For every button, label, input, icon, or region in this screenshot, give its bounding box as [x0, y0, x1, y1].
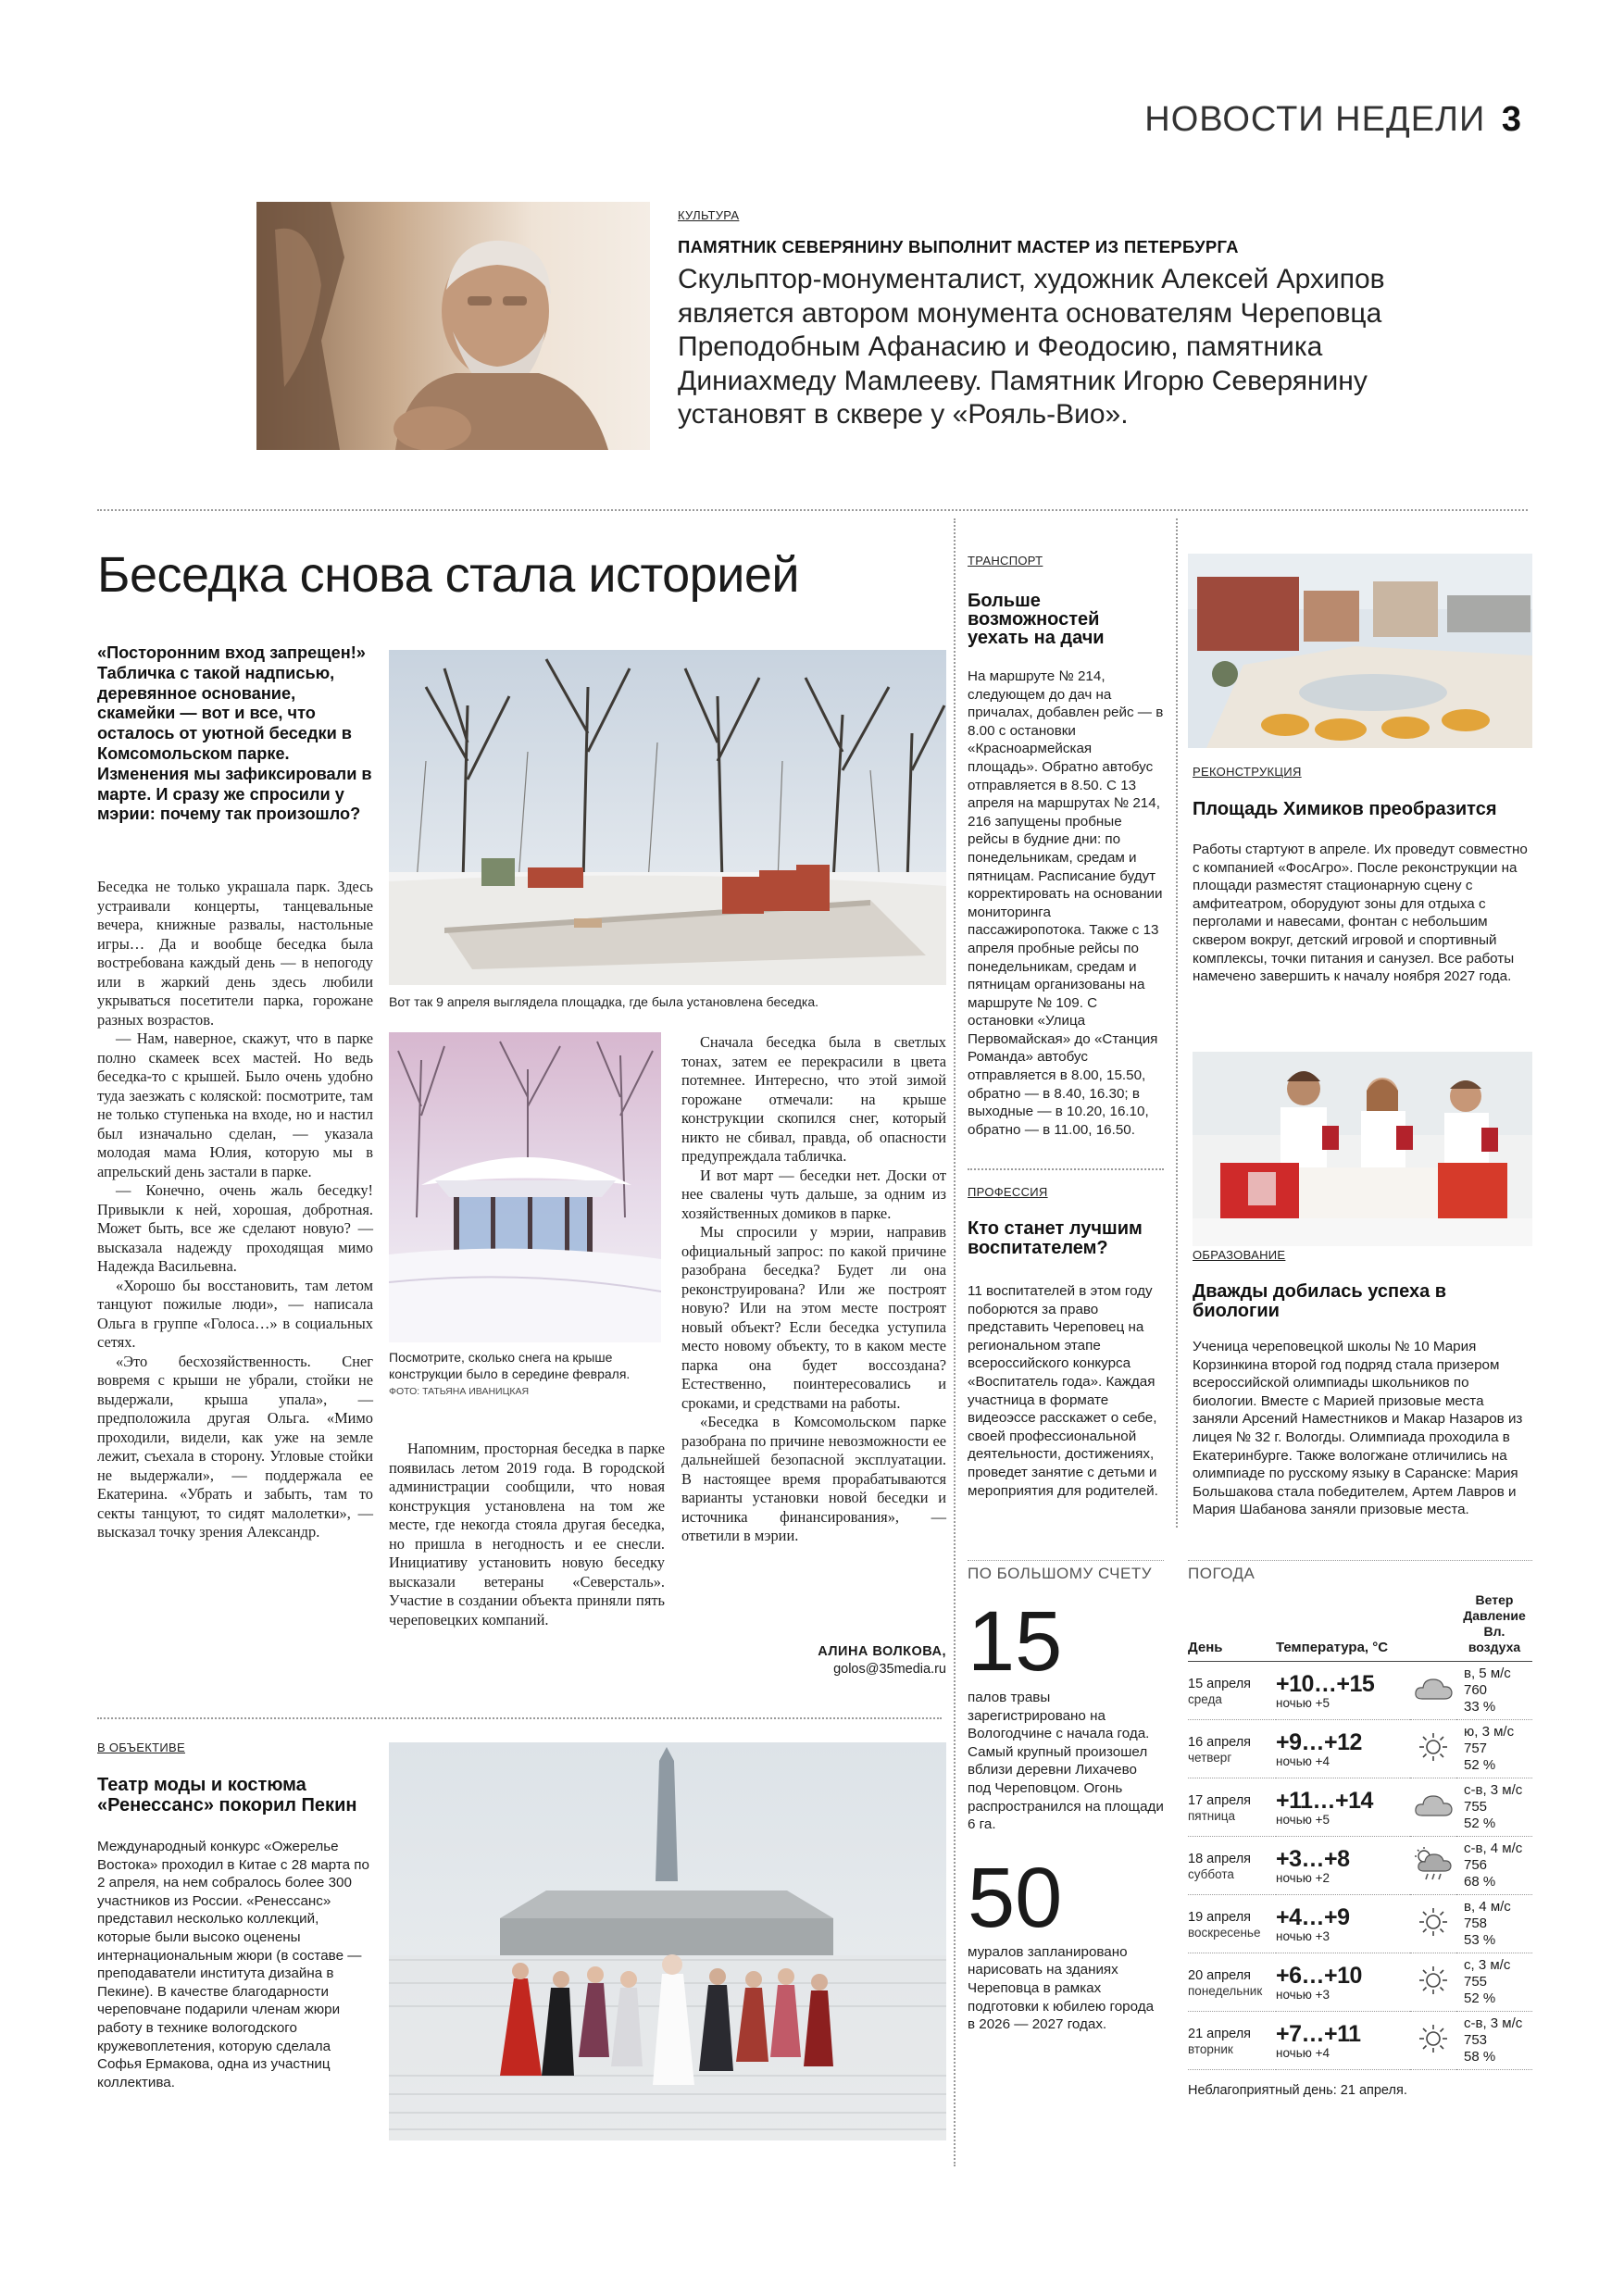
big-count-block: [968, 1560, 1164, 2034]
weather-wind: с-в, 3 м/с: [1464, 1782, 1523, 1798]
paragraph: — Конечно, очень жаль беседку! Привыкли к ней, хорошая, добротная. Может быть, все же сделают новую? — высказала надежду проходящая мимо Надежда Васильевна.: [97, 1181, 373, 1275]
weather-temp: +9…+12: [1276, 1728, 1362, 1755]
paragraph: «Хорошо бы восстановить, там летом танцуют пожилые люди», — написала Ольга в группе «Голоса…» в социальных сетях.: [97, 1276, 373, 1351]
transport-rubric: ТРАНСПОРТ: [968, 554, 1043, 568]
weather-wind: в, 4 м/с: [1464, 1899, 1511, 1915]
weather-temp: +10…+15: [1276, 1670, 1375, 1697]
sculptor-photo: [256, 202, 650, 450]
culture-line: установят в сквере у «Рояль-Вио».: [678, 399, 1129, 430]
weather-rubric: ПОГОДА: [1188, 1560, 1532, 1583]
sun-icon: [1410, 1720, 1456, 1778]
weather-temp: +11…+14: [1276, 1787, 1373, 1814]
weather-date: 17 апреля: [1188, 1792, 1252, 1808]
count-rubric: ПО БОЛЬШОМУ СЧЕТУ: [968, 1560, 1164, 1583]
lens-brief: [97, 1741, 373, 2091]
main-col1: [97, 878, 373, 1542]
weather-block: [1188, 1560, 1532, 2098]
weather-date: 19 апреля: [1188, 1909, 1252, 1925]
weather-wind: с, 3 м/с: [1464, 1957, 1511, 1973]
photo2-caption: Посмотрите, сколько снега на крыше конструкции было в середине февраля.: [389, 1350, 631, 1381]
sun-icon: [1410, 1895, 1456, 1953]
weather-wind-cell: [1456, 1895, 1532, 1953]
weather-temp-cell: [1276, 1662, 1410, 1720]
education-text: Ученица череповецкой школы № 10 Мария Корзинкина второй год подряд стала призером всероссийской олимпиады школьников по биологии. Вместе с Марией призовые места заняли Арсений Наместников и Макар Назаров из лицея № 32 г. Вологды. Олимпиада проходила в Екатеринбурге. Также вологжане отличились на олимпиаде по русскому языку в Саранске: Мария Большакова стала победителем, Артем Лавров и Мария Шабанова заняли призовые места.: [1193, 1339, 1523, 1518]
cloud-icon: [1410, 1778, 1456, 1837]
lens-text: Международный конкурс «Ожерелье Востока» проходил в Китае с 28 марта по 2 апреля, на нем собралось более 300 участников из России. «Ренессанс» представил несколько коллекций, которые были высоко оценены интернациональным жюри (в составе — преподаватели института дизайна в Пекине). В качестве благодарности череповчане подарили членам жюри работу в технике вологодского кружевоплетения, которую сделала Софья Ермакова, одна из участниц коллектива.: [97, 1839, 369, 2090]
weather-humidity: 33 %: [1464, 1699, 1496, 1715]
weather-note: Неблагоприятный день: 21 апреля.: [1188, 2083, 1407, 2098]
paragraph: Беседка не только украшала парк. Здесь устраивали концерты, танцевальные вечера, книжные развалы, настольные игры… Да и вообще беседка была востребована каждый день — в непогоду или в жаркий день здесь любили укрываться посетители парка, горожане разных возрастов.: [97, 878, 373, 1029]
weather-row: [1188, 1895, 1532, 1953]
transport-text: На маршруте № 214, следующем до дач на причалах, добавлен рейс — в 8.00 с остановки «Красноармейская площадь». Обратно автобус отправляется в 8.50. С 13 апреля на маршрутах № 214, 216 запущены пробные рейсы в будние дни: по понедельникам, средам и пятницам. Расписание будут корректировать на основании мониторинга пассажиропотока. Также с 13 апреля пробные рейсы по понедельникам, средам и пятницам организованы на маршруте № 109. С остановки «Улица Первомайская» до «Станция Романда» автобус отправляется в 8.00, 15.50, обратно — в 8.40, 16.30; в выходные — в 10.20, 16.10, обратно — в 11.00, 16.50.: [968, 668, 1164, 1138]
profession-rubric: ПРОФЕССИЯ: [968, 1185, 1048, 1199]
weather-night-temp: ночью +2: [1276, 1870, 1330, 1885]
weather-weekday: понедельник: [1188, 1983, 1263, 1998]
weather-pressure: 755: [1464, 1974, 1488, 1990]
weather-temp-cell: [1276, 1895, 1410, 1953]
weather-temp: +6…+10: [1276, 1962, 1362, 1989]
weather-row: [1188, 1778, 1532, 1837]
weather-wind-cell: [1456, 1778, 1532, 1837]
profession-text: 11 воспитателей в этом году поборются за право представить Череповец на региональном этапе всероссийского конкурса «Воспитатель года». Каждая участница в формате видеоэссе расскажет о себе, своей профессиональной деятельности, достижениях, проведет занятие с детьми и мероприятия для родителей.: [968, 1283, 1158, 1499]
cloud-sun-rain-icon: [1410, 1837, 1456, 1895]
column-divider: [1176, 518, 1178, 1528]
divider: [97, 1717, 942, 1719]
weather-pressure: 757: [1464, 1741, 1488, 1756]
weather-humidity: 58 %: [1464, 2049, 1496, 2065]
main-byline: [681, 1643, 946, 1678]
education-rubric: ОБРАЗОВАНИЕ: [1193, 1248, 1286, 1262]
main-col2: [389, 1440, 665, 1629]
weather-day-cell: [1188, 1953, 1276, 2012]
weather-temp: +3…+8: [1276, 1845, 1350, 1872]
weather-wind: с-в, 3 м/с: [1464, 2015, 1523, 2031]
weather-day-cell: [1188, 1895, 1276, 1953]
weather-day-cell: [1188, 1837, 1276, 1895]
paragraph: И вот март — беседки нет. Доски от нее свалены чуть дальше, за одним из хозяйственных домиков в парке.: [681, 1166, 946, 1222]
weather-humidity: 68 %: [1464, 1874, 1496, 1890]
sun-icon: [1410, 1953, 1456, 2012]
weather-night-temp: ночью +5: [1276, 1695, 1330, 1710]
author-email[interactable]: golos@35media.ru: [833, 1662, 946, 1677]
paragraph: «Беседка в Комсомольском парке разобрана по причине невозможности ее дальнейшей безопасной эксплуатации. В настоящее время прорабатываются варианты установки новой беседки и источника финансирования», — ответили в мэрии.: [681, 1413, 946, 1544]
weather-temp-cell: [1276, 1837, 1410, 1895]
profession-title: Кто станет лучшим воспитателем?: [968, 1218, 1143, 1258]
reconstruction-text: Работы стартуют в апреле. Их проведут совместно с компанией «ФосАгро». После реконструкции на площади разместят стационарную сцену с амфитеатром, оборудуют зоны для отдыха с перголами и навесами, фонтан с небольшим сквером вокруг, детский игровой и спортивный комплексы, точки питания и санузел. Все работы намечено завершить к началу ноября 2027 года.: [1193, 842, 1528, 985]
weather-wind-cell: [1456, 1837, 1532, 1895]
page-header: [1144, 100, 1522, 140]
students-photo: [1193, 1052, 1532, 1246]
section-title: НОВОСТИ НЕДЕЛИ: [1144, 100, 1486, 139]
culture-text: [678, 263, 1548, 432]
weather-pressure: 760: [1464, 1682, 1488, 1698]
weather-date: 21 апреля: [1188, 2026, 1252, 2041]
paragraph: Сначала беседка была в светлых тонах, затем ее перекрасили в цвета потемнее. Интересно, что этой зимой горожане отмечали: на крыше конструкции скопился снег, который никто не сбивал, правда, об опасности предупреждала табличка.: [681, 1033, 946, 1165]
weather-night-temp: ночью +4: [1276, 1753, 1330, 1768]
weather-temp: +4…+9: [1276, 1903, 1350, 1930]
weather-row: [1188, 1662, 1532, 1720]
divider: [97, 509, 1528, 511]
cloud-icon: [1410, 1662, 1456, 1720]
education-brief: [1193, 1248, 1530, 1519]
count-number-2: 50: [968, 1850, 1063, 1945]
education-title: Дважды добилась успеха в биологии: [1193, 1281, 1447, 1321]
weather-pressure: 756: [1464, 1857, 1488, 1873]
square-render-photo: [1188, 554, 1532, 748]
author-name: АЛИНА ВОЛКОВА,: [818, 1644, 946, 1659]
weather-night-temp: ночью +5: [1276, 1812, 1330, 1827]
weather-date: 18 апреля: [1188, 1851, 1252, 1866]
weather-wind-cell: [1456, 1662, 1532, 1720]
lens-title: Театр моды и костюма «Ренессанс» покорил Пекин: [97, 1775, 357, 1816]
lens-rubric: В ОБЪЕКТИВЕ: [97, 1741, 185, 1754]
weather-pressure: 753: [1464, 2032, 1488, 2048]
weather-weekday: суббота: [1188, 1866, 1234, 1881]
culture-rubric: КУЛЬТУРА: [678, 208, 740, 222]
weather-temp-cell: [1276, 1953, 1410, 2012]
weather-row: [1188, 1720, 1532, 1778]
count-text-1: палов травы зарегистрировано на Вологодчине с начала года. Самый крупный произошел вблизи деревни Лихачево под Череповцом. Огонь распространился на площади 6 га.: [968, 1690, 1164, 1833]
profession-brief: [968, 1185, 1164, 1500]
fashion-theatre-photo: [389, 1742, 946, 2140]
main-lead: «Посторонним вход запрещен!» Табличка с такой надписью, деревянное основание, скамейки — вот и все, что осталось от уютной беседки в Комсомольском парке. Изменения мы зафиксировали в марте. И сразу же спросили у мэрии: почему так произошло?: [97, 643, 372, 824]
culture-article: [678, 208, 1548, 432]
weather-wind: с-в, 4 м/с: [1464, 1841, 1523, 1856]
weather-humidity: 52 %: [1464, 1990, 1496, 2006]
photo1-caption: Вот так 9 апреля выглядела площадка, где была установлена беседка.: [389, 994, 819, 1009]
weather-wind-cell: [1456, 2012, 1532, 2070]
gazebo-snow-photo: [389, 1032, 661, 1342]
column-divider: [954, 518, 956, 2166]
weather-day-cell: [1188, 1778, 1276, 1837]
weather-humidity: 52 %: [1464, 1816, 1496, 1831]
culture-line: Скульптор-монументалист, художник Алексей Архипов: [678, 264, 1385, 294]
page-number: 3: [1501, 100, 1522, 139]
culture-line: Диниахмеду Мамлееву. Памятник Игорю Северянину: [678, 365, 1368, 396]
reconstruction-brief: [1193, 765, 1530, 986]
weather-wind-cell: [1456, 1720, 1532, 1778]
reconstruction-title: Площадь Химиков преобразится: [1193, 799, 1497, 819]
paragraph: «Это бесхозяйственность. Снег вовремя с крыши не убрали, стойки не выдержали, крыша упала», — предположила другая Ольга. «Мимо проходили, видели, как уже на земле лежит, съехала в сторону. Угловые стойки не выдержали», — поддержала ее Екатерина. «Убрать и забыть, там то секты танцуют, то сидят малолетки», — высказал точку зрения Александр.: [97, 1352, 373, 1541]
weather-col-day: День: [1188, 1592, 1276, 1662]
weather-night-temp: ночью +4: [1276, 2045, 1330, 2060]
weather-day-cell: [1188, 2012, 1276, 2070]
weather-row: [1188, 1953, 1532, 2012]
weather-date: 20 апреля: [1188, 1967, 1252, 1983]
weather-humidity: 53 %: [1464, 1932, 1496, 1948]
paragraph: — Нам, наверное, скажут, что в парке полно скамеек всех мастей. Но ведь беседка-то с крышей. Было очень удобно туда заезжать с коляской: посмотрите, там не только ступенька на входе, но и настил был изначально сделан, — указала молодая мама Юлия, которую мы в апрельский день застали в парке.: [97, 1029, 373, 1180]
weather-weekday: воскресенье: [1188, 1925, 1261, 1940]
weather-day-cell: [1188, 1662, 1276, 1720]
culture-line: Преподобным Афанасию и Феодосию, памятника: [678, 331, 1323, 362]
weather-col-wind: Ветер Давление Вл. воздуха: [1456, 1592, 1532, 1662]
divider: [968, 1168, 1164, 1170]
weather-weekday: пятница: [1188, 1808, 1236, 1823]
weather-temp-cell: [1276, 1720, 1410, 1778]
weather-col-temp: Температура, °С: [1276, 1592, 1410, 1662]
weather-pressure: 755: [1464, 1799, 1488, 1815]
transport-brief: [968, 554, 1164, 1139]
weather-date: 16 апреля: [1188, 1734, 1252, 1750]
weather-wind: в, 5 м/с: [1464, 1666, 1511, 1681]
weather-temp-cell: [1276, 2012, 1410, 2070]
weather-temp: +7…+11: [1276, 2020, 1361, 2047]
reconstruction-rubric: РЕКОНСТРУКЦИЯ: [1193, 765, 1302, 779]
weather-wind-cell: [1456, 1953, 1532, 2012]
culture-line: является автором монумента основателям Череповца: [678, 297, 1382, 329]
park-platform-photo: [389, 650, 946, 985]
weather-date: 15 апреля: [1188, 1676, 1252, 1691]
weather-row: [1188, 2012, 1532, 2070]
weather-weekday: вторник: [1188, 2041, 1233, 2056]
weather-wind: ю, 3 м/с: [1464, 1724, 1515, 1740]
weather-pressure: 758: [1464, 1915, 1488, 1931]
paragraph: Мы спросили у мэрии, направив официальный запрос: по какой причине разобрана беседка? Будет ли она реконструирована? Или же построят новую? Или на этом месте построят новый объект? Если беседка уступила место новому объекту, то в каком месте парка она будет воссоздана? Естественно, поинтересовались и сроками, и средствами на работы.: [681, 1223, 946, 1412]
main-headline: Беседка снова стала историей: [97, 547, 800, 603]
weather-row: [1188, 1837, 1532, 1895]
weather-humidity: 52 %: [1464, 1757, 1496, 1773]
weather-night-temp: ночью +3: [1276, 1928, 1330, 1943]
weather-weekday: четверг: [1188, 1750, 1232, 1765]
count-text-2: муралов запланировано нарисовать на зданиях Череповца в рамках подготовки к юбилею города в 2026 — 2027 годах.: [968, 1943, 1155, 2033]
weather-rows: [1188, 1662, 1532, 2070]
transport-title: Больше возможностей уехать на дачи: [968, 591, 1105, 648]
weather-weekday: среда: [1188, 1691, 1222, 1706]
count-number-1: 15: [968, 1594, 1063, 1689]
paragraph: Напомним, просторная беседка в парке появилась летом 2019 года. В городской администрации сообщили, что новая конструкция установлена на том же месте, где некогда стояла другая беседка, но пришла в негодность и ее снесли. Инициативу установить новую беседку высказали ветераны «Северсталь». Участие в создании объекта приняли пять череповецких компаний.: [389, 1440, 665, 1628]
sun-icon: [1410, 2012, 1456, 2070]
weather-night-temp: ночью +3: [1276, 1987, 1330, 2002]
weather-table: [1188, 1592, 1532, 2070]
weather-temp-cell: [1276, 1778, 1410, 1837]
photo2-credit: ФОТО: ТАТЬЯНА ИВАНИЦКАЯ: [389, 1386, 530, 1397]
main-col3: [681, 1033, 946, 1546]
weather-day-cell: [1188, 1720, 1276, 1778]
culture-title: ПАМЯТНИК СЕВЕРЯНИНУ ВЫПОЛНИТ МАСТЕР ИЗ ПЕТЕРБУРГА: [678, 237, 1239, 256]
